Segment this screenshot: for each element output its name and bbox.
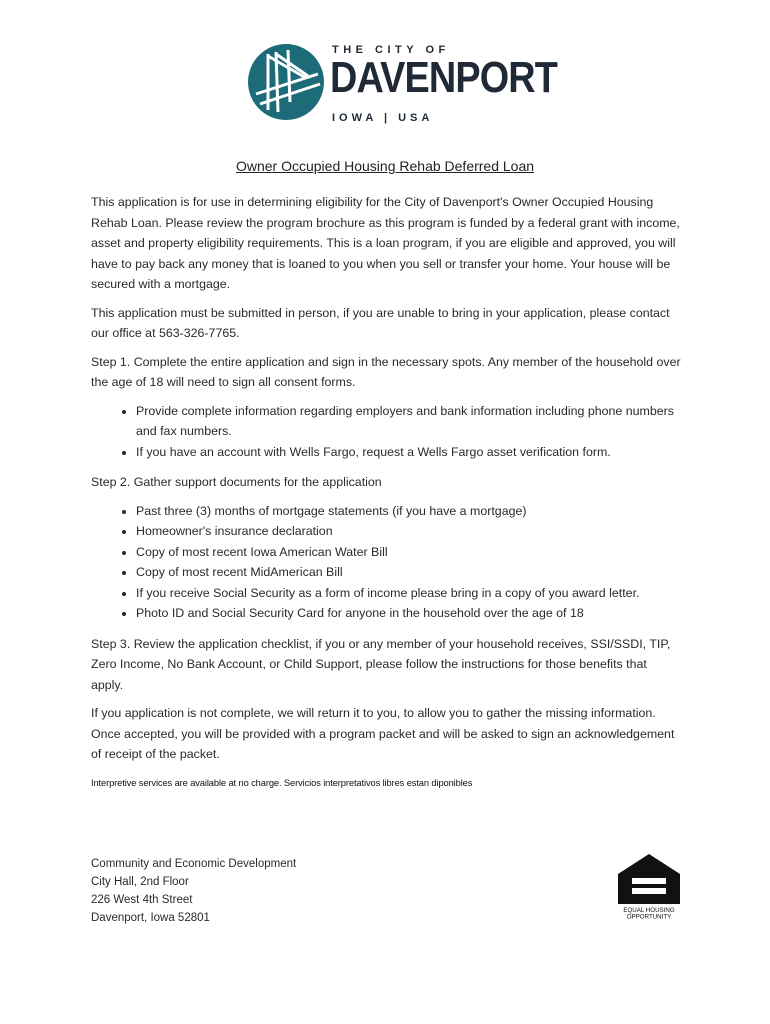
list-item: • Copy of most recent MidAmerican Bill <box>136 562 681 583</box>
step-1-paragraph: Step 1. Complete the entire application and sign in the necessary spots. Any member of the household over the age of 18 will need to sign all consent forms. <box>91 354 681 389</box>
city-logo-emblem-icon <box>246 42 326 122</box>
interpretive-services-note: Interpretive services are available at no charge. Servicios interpretativos libres estan diponibles <box>91 777 473 788</box>
list-item: • Provide complete information regarding employers and bank information including phone numbers and fax numbers. <box>136 401 681 442</box>
step-1-list <box>91 401 681 463</box>
submission-paragraph: This application must be submitted in person, if you are unable to bring in your application, please contact our office at 563-326-7765. <box>91 305 670 340</box>
address-line: Community and Economic Development <box>91 858 297 870</box>
list-item: • If you receive Social Security as a form of income please bring in a copy of you award letter. <box>136 583 681 604</box>
equal-housing-logo <box>614 850 684 920</box>
eho-label-2: OPPORTUNITY <box>626 913 672 920</box>
page-title: Owner Occupied Housing Rehab Deferred Loan <box>235 158 535 174</box>
list-item: • Homeowner's insurance declaration <box>136 521 681 542</box>
address-line: 226 West 4th Street <box>91 894 193 906</box>
eho-label-1: EQUAL HOUSING <box>623 907 675 914</box>
step-3-paragraph: Step 3. Review the application checklist, if you or any member of your household receives, SSI/SSDI, TIP, Zero Income, No Bank Account, or Child Support, please follow the instructions for those benefits that apply. <box>91 636 671 692</box>
equal-housing-house-icon <box>614 850 684 920</box>
logo-text-bottom: IOWA | USA <box>332 112 434 124</box>
address-line: Davenport, Iowa 52801 <box>91 912 210 924</box>
final-paragraph: If you application is not complete, we will return it to you, to allow you to gather the missing information. Once accepted, you will be provided with a program packet and will be asked to sign an acknowledgement of receipt of the packet. <box>91 706 675 761</box>
logo-text-top: THE CITY OF <box>332 44 450 56</box>
logo-text-main: DAVENPORT <box>330 53 558 102</box>
list-item: • Copy of most recent Iowa American Water Bill <box>136 542 681 563</box>
address-line: City Hall, 2nd Floor <box>91 876 189 888</box>
list-item: • Photo ID and Social Security Card for anyone in the household over the age of 18 <box>136 603 681 624</box>
address-block <box>91 855 296 927</box>
step-2-paragraph: Step 2. Gather support documents for the application <box>91 475 382 489</box>
intro-paragraph: This application is for use in determining eligibility for the City of Davenport's Owner Occupied Housing Rehab Loan. Please review the program brochure as this program is funded by a federal grant with income, asset and property eligibility requirements. This is a loan program, if you are eligible and approved, you will have to pay back any money that is loaned to you when you sell or transfer your home. Your house will be secured with a mortgage. <box>91 195 680 291</box>
list-item: • Past three (3) months of mortgage statements (if you have a mortgage) <box>136 501 681 522</box>
city-logo <box>246 40 558 126</box>
step-2-list <box>91 501 681 624</box>
document-body <box>91 192 681 801</box>
list-item: • If you have an account with Wells Fargo, request a Wells Fargo asset verification form. <box>136 442 681 463</box>
